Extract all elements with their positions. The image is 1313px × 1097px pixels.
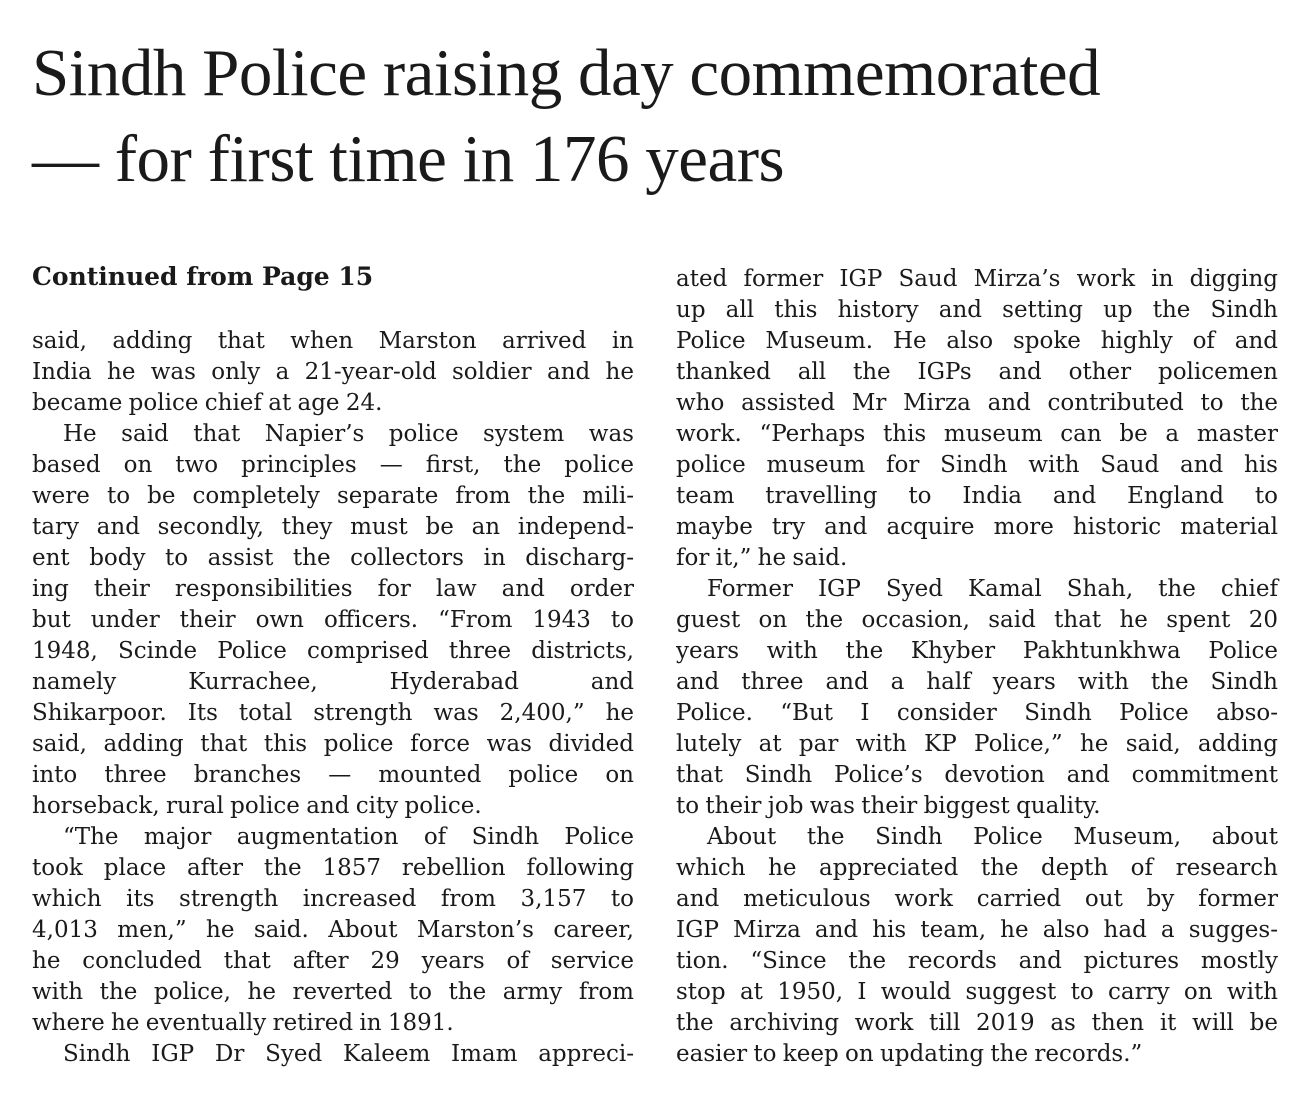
text-line: ing their responsibilities for law and order [32,576,634,602]
text-line: guest on the occasion, said that he spent 20 [676,607,1278,633]
text-line: maybe try and acquire more historic material [676,514,1278,540]
text-line: Sindh IGP Dr Syed Kaleem Imam appreci- [63,1041,634,1067]
text-line: 4,013 men,” he said. About Marston’s career, [32,917,634,943]
text-line: who assisted Mr Mirza and contributed to the [676,390,1278,416]
text-line: that Sindh Police’s devotion and commitment [676,762,1278,788]
text-line: Police Museum. He also spoke highly of and [676,328,1278,354]
text-line: which its strength increased from 3,157 to [32,886,634,912]
text-line: namely Kurrachee, Hyderabad and [32,669,634,695]
text-line: Former IGP Syed Kamal Shah, the chief [707,576,1278,602]
text-line: for it,” he said. [676,545,848,571]
continued-from-label: Continued from Page 15 [32,262,374,291]
text-line: 1948, Scinde Police comprised three districts, [32,638,634,664]
text-line: said, adding that when Marston arrived in [32,328,634,354]
text-line: tion. “Since the records and pictures mostly [676,948,1278,974]
headline [32,30,1292,202]
text-line: stop at 1950, I would suggest to carry on with [676,979,1278,1005]
text-line: he concluded that after 29 years of service [32,948,634,974]
text-line: into three branches — mounted police on [32,762,634,788]
text-line: to their job was their biggest quality. [676,793,1101,819]
text-line: and meticulous work carried out by former [676,886,1278,912]
text-line: became police chief at age 24. [32,390,383,416]
text-line: “The major augmentation of Sindh Police [63,824,634,850]
text-line: where he eventually retired in 1891. [32,1010,454,1036]
text-line: ated former IGP Saud Mirza’s work in digging [676,266,1278,292]
text-line: team travelling to India and England to [676,483,1278,509]
text-line: years with the Khyber Pakhtunkhwa Police [676,638,1278,664]
article-column-right [676,264,1278,1070]
text-line: India he was only a 21-year-old soldier and he [32,359,634,385]
text-line: but under their own officers. “From 1943 to [32,607,634,633]
text-line: which he appreciated the depth of research [676,855,1278,881]
text-line: thanked all the IGPs and other policemen [676,359,1278,385]
text-line: police museum for Sindh with Saud and his [676,452,1278,478]
text-line: About the Sindh Police Museum, about [707,824,1278,850]
text-line: said, adding that this police force was divided [32,731,634,757]
text-line: with the police, he reverted to the army from [32,979,634,1005]
text-line: the archiving work till 2019 as then it will be [676,1010,1278,1036]
text-line: work. “Perhaps this museum can be a master [676,421,1278,447]
text-line: and three and a half years with the Sindh [676,669,1278,695]
text-line: based on two principles — first, the police [32,452,634,478]
text-line: Shikarpoor. Its total strength was 2,400,” he [32,700,634,726]
text-line: took place after the 1857 rebellion following [32,855,634,881]
text-line: He said that Napier’s police system was [63,421,634,447]
text-line: IGP Mirza and his team, he also had a sugges- [676,917,1278,943]
text-line: up all this history and setting up the Sindh [676,297,1278,323]
text-line: were to be completely separate from the mili- [32,483,634,509]
headline-line-1: Sindh Police raising day commemorated [32,36,1101,110]
text-line: lutely at par with KP Police,” he said, adding [676,731,1278,757]
headline-line-2: — for first time in 176 years [32,122,785,196]
text-line: easier to keep on updating the records.” [676,1041,1143,1067]
text-line: tary and secondly, they must be an independ- [32,514,634,540]
article-column-left [32,326,634,1070]
text-line: Police. “But I consider Sindh Police abso- [676,700,1278,726]
text-line: horseback, rural police and city police. [32,793,482,819]
text-line: ent body to assist the collectors in discharg- [32,545,634,571]
